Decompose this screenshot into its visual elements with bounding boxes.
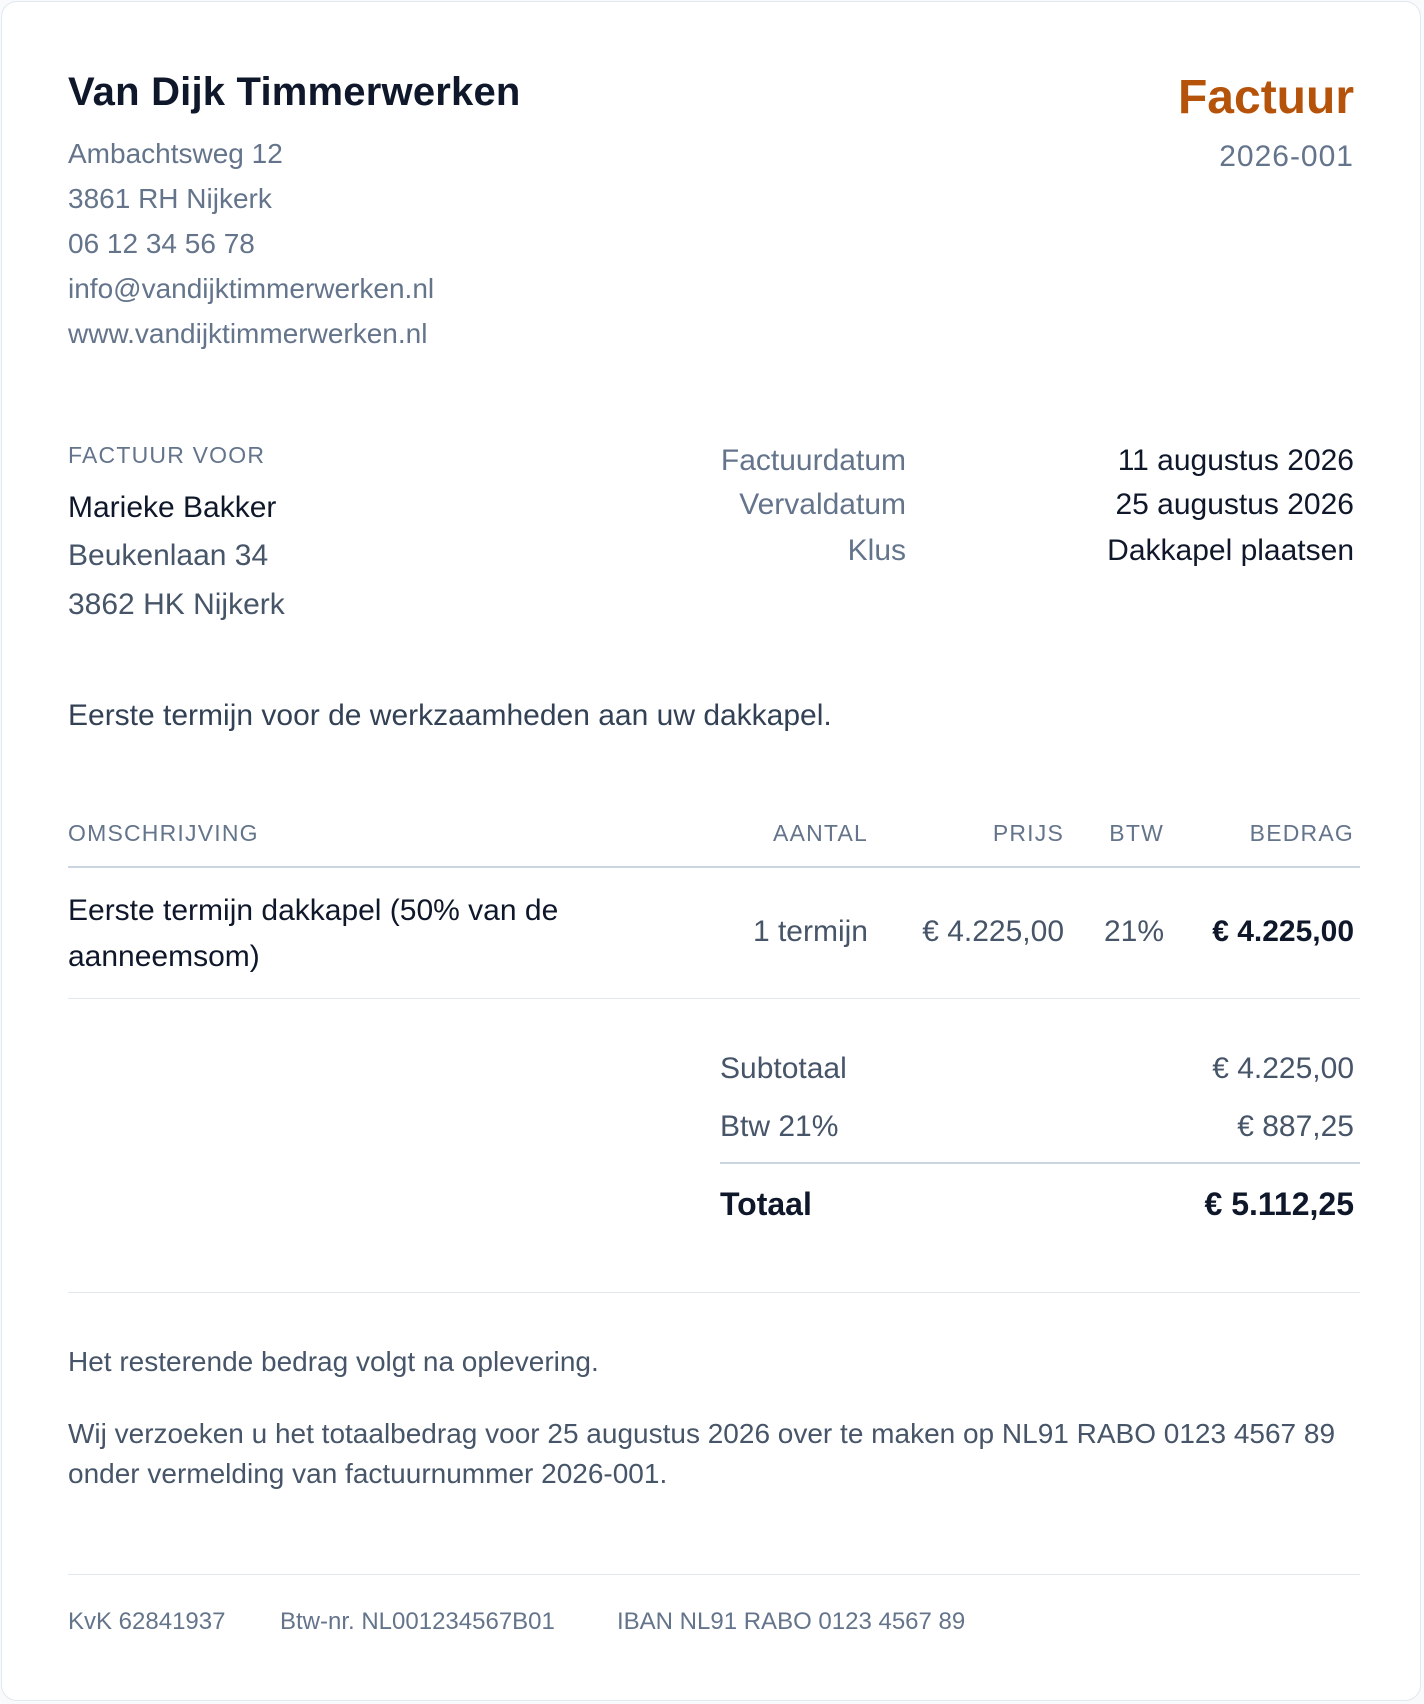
vat-value: € 887,25 — [1237, 1110, 1354, 1143]
remaining-note: Het resterende bedrag volgt na oplevering. — [68, 1346, 599, 1377]
job-value: Dakkapel plaatsen — [1107, 534, 1354, 567]
due-date-label: Vervaldatum — [739, 488, 906, 521]
bill-to-heading: FACTUUR VOOR — [68, 442, 266, 468]
total-label: Totaal — [720, 1186, 812, 1222]
subtotal-value: € 4.225,00 — [1212, 1052, 1354, 1085]
total-value: € 5.112,25 — [1204, 1186, 1354, 1222]
column-header-price: PRIJS — [992, 820, 1064, 846]
notes-divider — [68, 1292, 1360, 1293]
subtotal-label: Subtotaal — [720, 1052, 847, 1085]
job-label: Klus — [847, 534, 906, 567]
company-address: Ambachtsweg 12 — [68, 138, 283, 169]
row-quantity: 1 termijn — [752, 915, 868, 948]
due-date-value: 25 augustus 2026 — [1115, 488, 1354, 521]
company-postal-city: 3861 RH Nijkerk — [68, 183, 272, 214]
footer-divider — [68, 1574, 1360, 1575]
footer-iban: IBAN NL91 RABO 0123 4567 89 — [617, 1608, 966, 1635]
row-price: € 4.225,00 — [922, 915, 1064, 948]
company-website: www.vandijktimmerwerken.nl — [68, 318, 428, 349]
row-vat: 21% — [1103, 915, 1164, 948]
footer-vat-number: Btw-nr. NL001234567B01 — [280, 1608, 555, 1635]
payment-instructions: Wij verzoeken u het totaalbedrag voor 25 augustus 2026 over te maken op NL91 RABO 0123 4567 89 onder vermelding van factuurnummer 2026-001. — [68, 1418, 1336, 1489]
company-phone: 06 12 34 56 78 — [68, 228, 255, 259]
vat-label: Btw 21% — [720, 1110, 839, 1143]
company-name: Van Dijk Timmerwerken — [68, 70, 521, 114]
client-name: Marieke Bakker — [68, 491, 277, 524]
invoice-date-label: Factuurdatum — [720, 444, 906, 477]
footer-kvk: KvK 62841937 — [68, 1608, 226, 1635]
document-title: Factuur — [1177, 71, 1354, 124]
invoice-date-value: 11 augustus 2026 — [1117, 444, 1354, 477]
column-header-amount: BEDRAG — [1249, 820, 1354, 846]
client-address: Beukenlaan 34 — [68, 539, 269, 572]
totals-divider — [720, 1162, 1360, 1164]
invoice-card — [1, 1, 1421, 1701]
row-description: Eerste termijn dakkapel (50% van de aanneemsom) — [68, 894, 559, 973]
column-header-quantity: AANTAL — [773, 820, 868, 846]
column-header-vat: BTW — [1109, 820, 1164, 846]
table-header-divider — [68, 866, 1360, 868]
row-amount: € 4.225,00 — [1212, 915, 1354, 948]
column-header-description: OMSCHRIJVING — [68, 820, 259, 846]
invoice-number: 2026-001 — [1219, 140, 1354, 173]
client-postal-city: 3862 HK Nijkerk — [68, 588, 285, 621]
table-row-divider — [68, 998, 1360, 999]
invoice-intro: Eerste termijn voor de werkzaamheden aan uw dakkapel. — [68, 699, 832, 732]
company-email: info@vandijktimmerwerken.nl — [68, 273, 435, 304]
